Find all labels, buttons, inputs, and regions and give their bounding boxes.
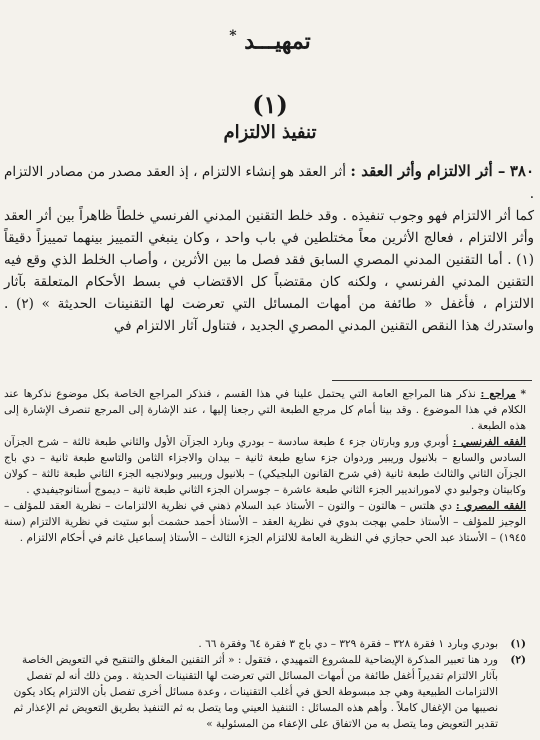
footnote-item bbox=[4, 652, 526, 732]
paragraph-number: ٣٨٠ bbox=[509, 162, 534, 180]
page-title bbox=[0, 28, 540, 54]
footnote-item bbox=[4, 636, 526, 652]
footnote-number: (٢) bbox=[510, 654, 526, 666]
egyptian-references bbox=[4, 498, 526, 546]
footnotes bbox=[4, 636, 526, 732]
french-label: الفقه الفرنسي : bbox=[452, 436, 526, 448]
title-footnote-mark: * bbox=[229, 28, 237, 44]
paragraph-body: كما أثر الالتزام فهو وجوب تنفيذه . وقد خلط التقنين المدني الفرنسي خلطاً ظاهراً بين أثر العقد وأثر الالتزام ، فعالج الأثرين معاً مختلطين في باب واحد ، وكان ينبغي التمييز بينهما تمييزاً دقيقاً (١) . أما التقنين المدني المصري السابق فقد فصل ما بين الأثرين ، وأصاب الخلط الذي وقع فيه التقنين المدني الفرنسي ، ولكنه كان مقتضباً كل الاقتضاب في بسط الأحكام المتعلقة بآثار الالتزام ، فأغفل « طائفة من أمهات المسائل التي تعرضت لها التقنينات الحديثة » (٢) . واستدرك هذا النقص التقنين المدني المصري الجديد ، فتناول آثار الالتزام في bbox=[4, 208, 534, 334]
egypt-text: دي هلتس – هالتون – والتون – الأستاذ عبد السلام ذهني في نظرية الالتزامات – نظرية العقد للمؤلف – الوجيز للمؤلف – الأستاذ حلمي بهجت بدوي في نظرية العقد – الأستاذ أحمد حشمت أبو ستيت في نظرية الالتزام (سنة ١٩٤٥) – الأستاذ عبد الحي حجازي في النظرية العامة للالتزام الجزء الثالث – الأستاذ إسماعيل غانم في أحكام الالتزام . bbox=[4, 500, 526, 544]
footnote-text: ورد هنا تعبير المذكرة الإيضاحية للمشروع التمهيدي ، فتقول : « أثر التقنين المغلق والتنقيح في التعويض الخاصة بآثار الالتزام تقديراً أغفل طائفة من أمهات المسائل التي تعرضت لها التقنينات الحديثة . ومن ذلك أنه لم تفصل الالتزامات الطبيعية وهي جد مبسوطة الحق في أغلب التقنينات ، وعدة مسائل أخرى تفصل بأن الالتزام يكاد يكون نصيبها من الإغفال كاملاً . وأهم هذه المسائل : التنفيذ العيني وما يتصل به ثم التنفيذ بطريق التعويض ثم الإعذار ثم تقدير التعويض وما يتصل به من الاتفاق على الإعفاء من المسئولية » bbox=[13, 654, 498, 730]
main-text bbox=[4, 160, 534, 337]
references-intro: نذكر هنا المراجع العامة التي يحتمل علينا في هذا القسم ، فنذكر المراجع الخاصة بكل موضوع نذكرها عند الكلام في هذا الموضوع . وقد بينا أمام كل مرجع الطبعة التي رجعنا إليها ، عند الإشارة إلى المرجع تنصرف الإشارة إلى هذه الطبعة . bbox=[4, 388, 526, 432]
references-label: مراجع : bbox=[480, 388, 516, 400]
footnote-text: بودري وبارد ١ فقرة ٣٢٨ – فقرة ٣٢٩ – دي باج ٣ فقرة ٦٤ وفقرة ٦٦ . bbox=[198, 638, 498, 650]
note-marker: * bbox=[520, 388, 526, 400]
section-title: تنفيذ الالتزام bbox=[223, 122, 317, 143]
french-text: أوبري ورو وبارتان جزء ٤ طبعة سادسة – بودري وبارد الجزآن الأول والثاني طبعة ثالثة – شرح الجزآن السادس والسابع – بلانيول وريبير وردوان جزء سابع طبعة ثانية – بيدان والاجزاء الثامن والتاسع طبعة ثانية – دي باج الجزآن الثاني والثالث طبعة ثانية (في شرح القانون البلجيكي) – بلانيول وريبير وبولانجيه الجزء الثاني طبعة ثالثة – كولان وكابيتان وجوليو دي لامورانديير الجزء الثاني طبعة عاشرة – جوسران الجزء الثاني طبعة ثانية – ديموج أستانوجيفيدي . bbox=[4, 436, 526, 496]
paragraph-lead: أثر العقد هو إنشاء الالتزام ، إذ العقد مصدر من مصادر الالتزام . bbox=[4, 164, 534, 202]
footnote-divider bbox=[332, 380, 532, 381]
egypt-label: الفقه المصري : bbox=[455, 500, 526, 512]
paragraph-380 bbox=[4, 160, 534, 205]
title-text: تمهيـــد bbox=[244, 28, 311, 55]
footnote-number: (١) bbox=[510, 638, 526, 650]
paragraph-heading: – أثر الالتزام وأثر العقد : bbox=[350, 162, 506, 180]
french-references bbox=[4, 434, 526, 498]
references-note bbox=[4, 386, 526, 546]
section-number: (١) bbox=[252, 90, 288, 119]
